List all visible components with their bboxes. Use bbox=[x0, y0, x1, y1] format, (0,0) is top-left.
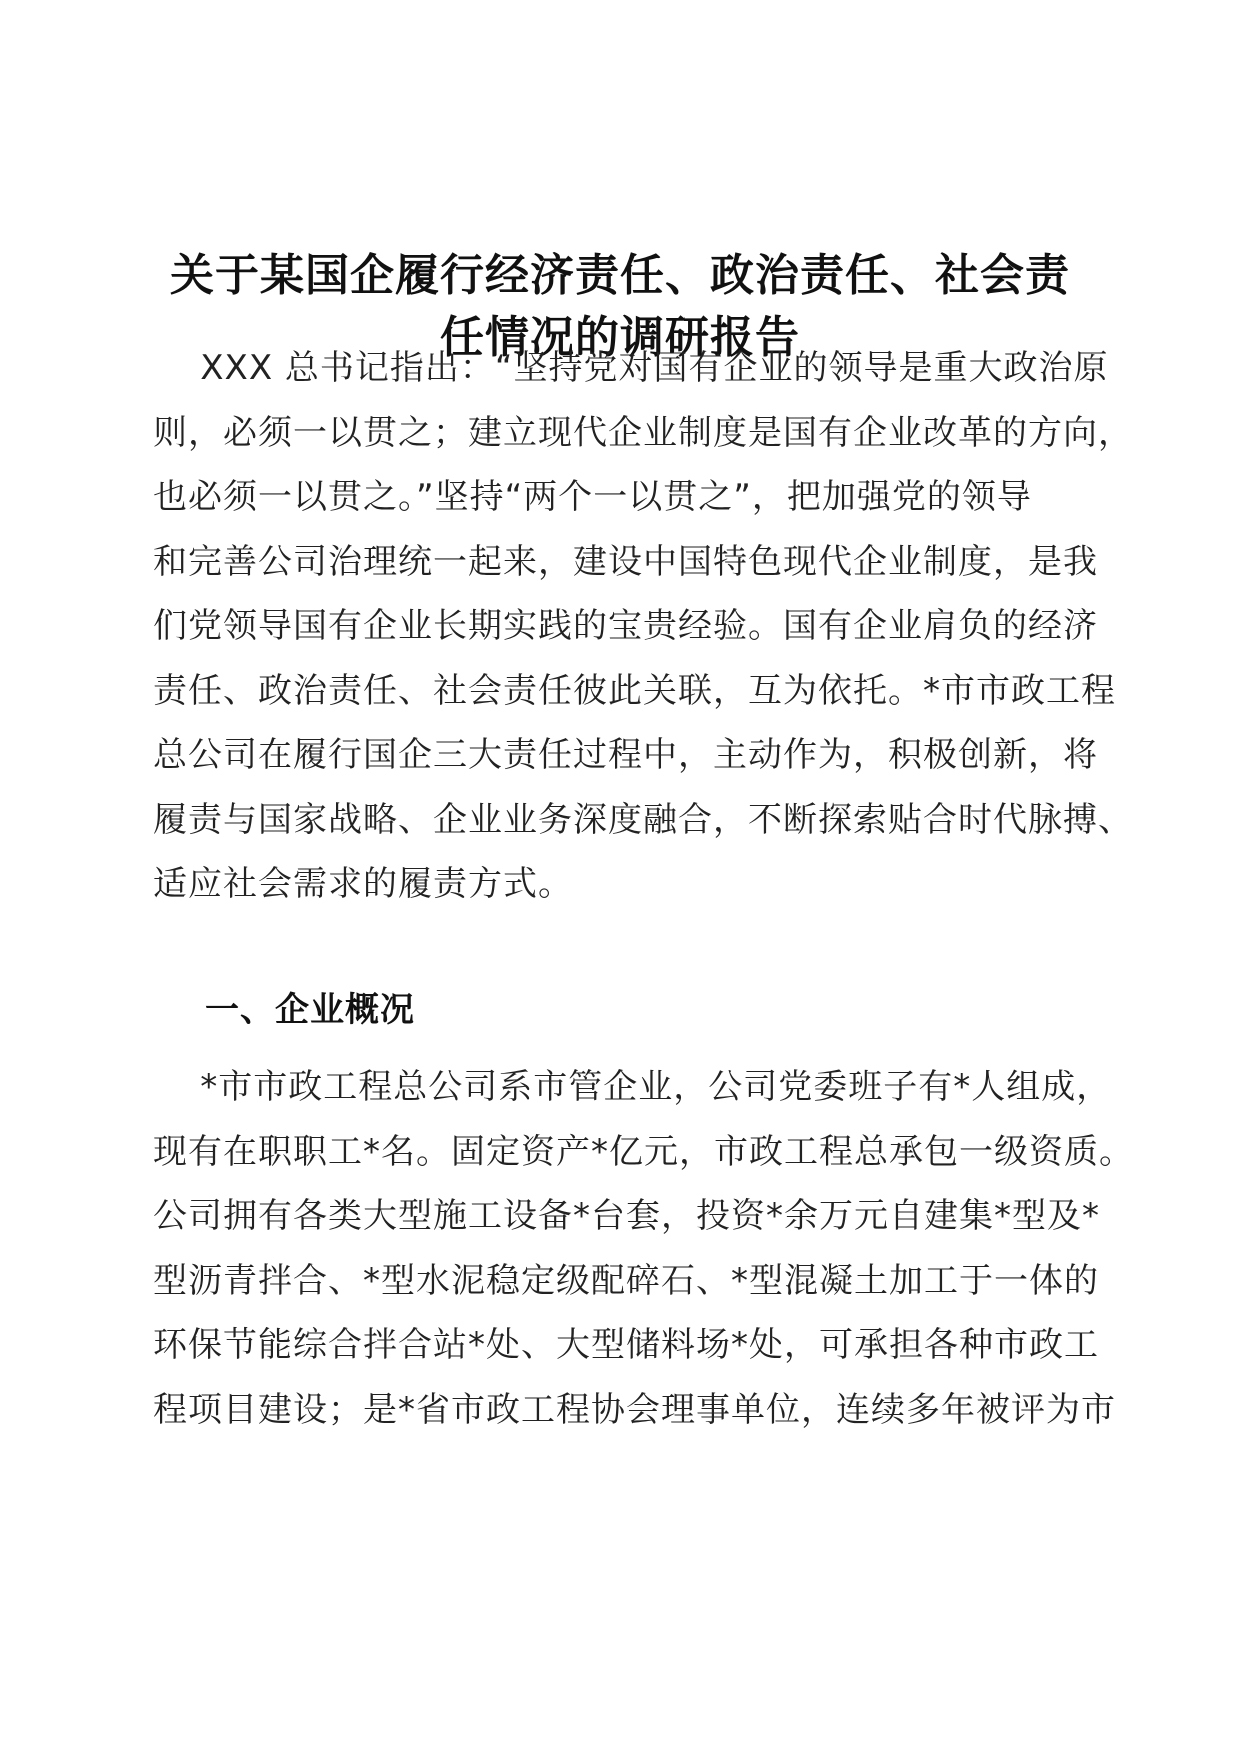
intro-paragraph bbox=[153, 336, 1133, 917]
paragraph-line: 公司拥有各类大型施工设备*台套，投资*余万元自建集*型及* bbox=[153, 1196, 1100, 1236]
paragraph-line: 们党领导国有企业长期实践的宝贵经验。国有企业肩负的经济 bbox=[153, 606, 1098, 646]
paragraph-line: 责任、政治责任、社会责任彼此关联，互为依托。*市市政工程 bbox=[153, 670, 1116, 711]
paragraph-line: 也必须一以贯之。”坚持“两个一以贯之”，把加强党的领导 bbox=[153, 477, 1032, 517]
overview-paragraph bbox=[153, 1055, 1134, 1442]
title-line: 关于某国企履行经济责任、政治责任、社会责 bbox=[170, 250, 1070, 301]
paragraph-line: 现有在职职工*名。固定资产*亿元，市政工程总承包一级资质。 bbox=[153, 1131, 1134, 1172]
paragraph-line: 型沥青拌合、*型水泥稳定级配碎石、*型混凝土加工于一体的 bbox=[153, 1260, 1099, 1301]
paragraph-line: 和完善公司治理统一起来，建设中国特色现代企业制度，是我 bbox=[153, 541, 1098, 582]
paragraph-line: XXX 总书记指出：“坚持党对国有企业的领导是重大政治原 bbox=[153, 348, 1109, 388]
paragraph-line: 则，必须一以贯之；建立现代企业制度是国有企业改革的方向， bbox=[153, 412, 1133, 453]
paragraph-line: 程项目建设；是*省市政工程协会理事单位，连续多年被评为市 bbox=[153, 1389, 1116, 1430]
paragraph-line: 适应社会需求的履责方式。 bbox=[153, 864, 573, 904]
paragraph-line: 总公司在履行国企三大责任过程中，主动作为，积极创新，将 bbox=[153, 735, 1098, 775]
paragraph-line: *市市政工程总公司系市管企业，公司党委班子有*人组成， bbox=[153, 1067, 1112, 1107]
title-line: 任情况的调研报告 bbox=[440, 312, 800, 363]
paragraph-line: 环保节能综合拌合站*处、大型储料场*处，可承担各种市政工 bbox=[153, 1325, 1099, 1365]
section-heading: 一、企业概况 bbox=[205, 990, 415, 1030]
paragraph-line: 履责与国家战略、企业业务深度融合，不断探索贴合时代脉搏、 bbox=[153, 799, 1133, 840]
